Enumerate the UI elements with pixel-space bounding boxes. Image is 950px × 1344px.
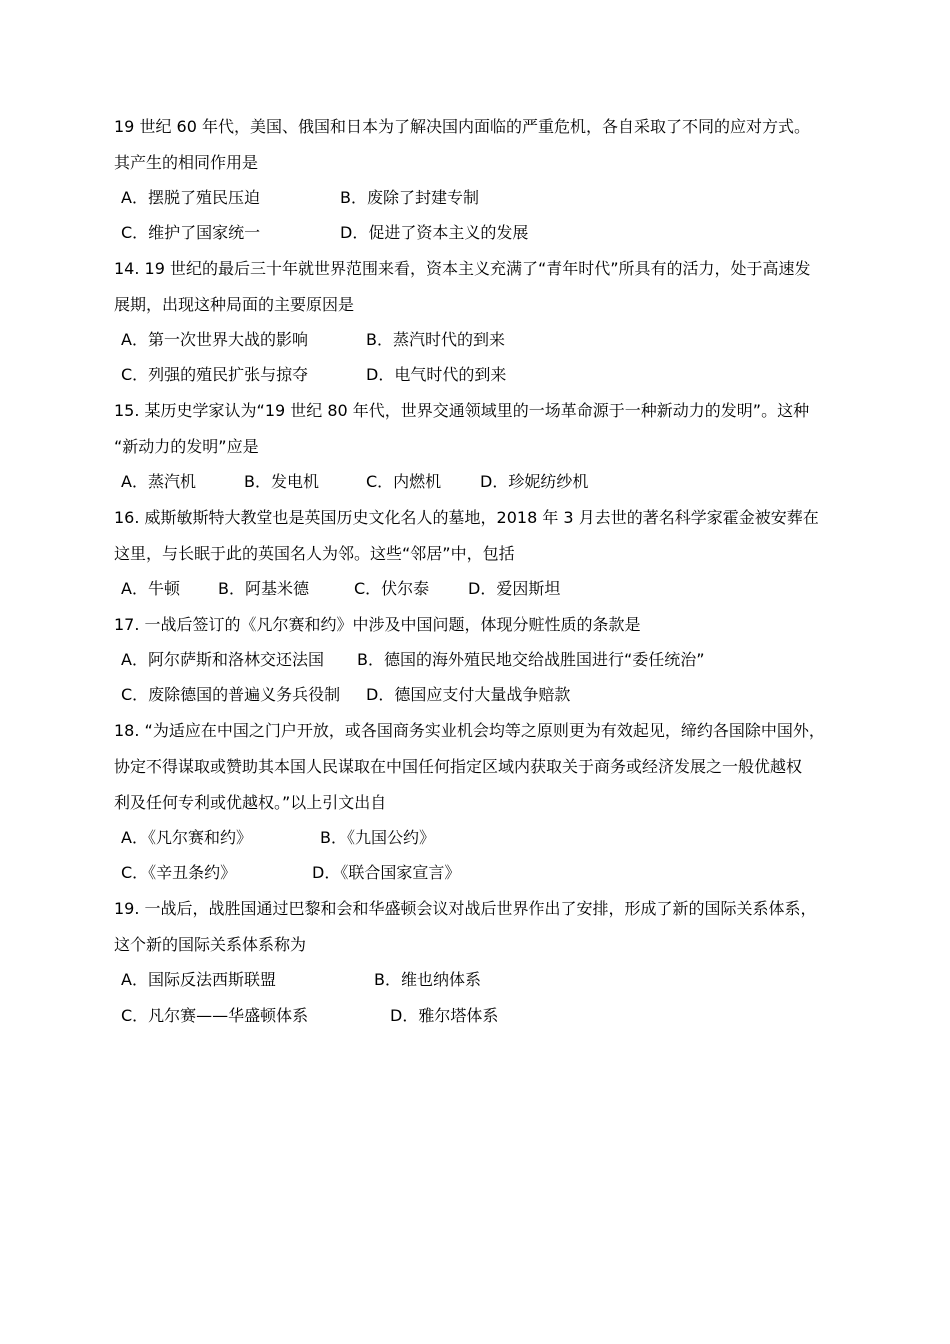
question-13-option-d: D．促进了资本主义的发展 bbox=[340, 223, 529, 242]
question-15-option-d: D．珍妮纺纱机 bbox=[480, 472, 589, 491]
question-15-option-a: A．蒸汽机 bbox=[121, 472, 196, 491]
question-17-option-d: D．德国应支付大量战争赔款 bbox=[366, 685, 571, 704]
question-15-line-2: “新动力的发明”应是 bbox=[114, 437, 259, 456]
question-14-option-b: B．蒸汽时代的到来 bbox=[366, 330, 505, 349]
question-19-option-d: D．雅尔塔体系 bbox=[390, 1006, 499, 1025]
question-14-option-c: C．列强的殖民扩张与掠夺 bbox=[121, 365, 309, 384]
question-18-option-d: D．《联合国家宣言》 bbox=[312, 863, 461, 882]
question-13-option-c: C．维护了国家统一 bbox=[121, 223, 261, 242]
question-16-line-2: 这里，与长眠于此的英国名人为邻。这些“邻居”中，包括 bbox=[114, 544, 515, 563]
question-19-line-2: 这个新的国际关系体系称为 bbox=[114, 935, 307, 954]
question-14-line-2: 展期，出现这种局面的主要原因是 bbox=[114, 295, 355, 314]
question-17-line-1: 17. 一战后签订的《凡尔赛和约》中涉及中国问题，体现分赃性质的条款是 bbox=[114, 615, 641, 634]
question-15-option-c: C．内燃机 bbox=[366, 472, 442, 491]
question-13-option-a: A．摆脱了殖民压迫 bbox=[121, 188, 260, 207]
question-17-option-c: C．废除德国的普遍义务兵役制 bbox=[121, 685, 341, 704]
question-14-line-1: 14. 19 世纪的最后三十年就世界范围来看，资本主义充满了“青年时代”所具有的活力，处于高速发 bbox=[114, 259, 811, 278]
question-18-line-2: 协定不得谋取或赞助其本国人民谋取在中国任何指定区域内获取关于商务或经济发展之一般优越权 bbox=[114, 757, 803, 776]
question-17-option-a: A．阿尔萨斯和洛林交还法国 bbox=[121, 650, 324, 669]
question-16-option-d: D．爱因斯坦 bbox=[468, 579, 561, 598]
question-17-option-b: B．德国的海外殖民地交给战胜国进行“委任统治” bbox=[357, 650, 705, 669]
question-19-option-c: C．凡尔赛——华盛顿体系 bbox=[121, 1006, 309, 1025]
question-18-line-1: 18. “为适应在中国之门户开放，或各国商务实业机会均等之原则更为有效起见，缔约各国除中国外， bbox=[114, 721, 825, 740]
question-14-option-d: D．电气时代的到来 bbox=[366, 365, 507, 384]
question-13-line-1: 19 世纪 60 年代，美国、俄国和日本为了解决国内面临的严重危机，各自采取了不同的应对方式。 bbox=[114, 117, 810, 136]
question-18-option-c: C．《辛丑条约》 bbox=[121, 863, 237, 882]
question-13-line-2: 其产生的相同作用是 bbox=[114, 153, 259, 172]
question-16-line-1: 16. 威斯敏斯特大教堂也是英国历史文化名人的墓地，2018 年 3 月去世的著名科学家霍金被安葬在 bbox=[114, 508, 819, 527]
question-16-option-a: A．牛顿 bbox=[121, 579, 180, 598]
question-15-line-1: 15. 某历史学家认为“19 世纪 80 年代，世界交通领域里的一场革命源于一种新动力的发明”。这种 bbox=[114, 401, 810, 420]
question-19-option-a: A．国际反法西斯联盟 bbox=[121, 970, 276, 989]
question-16-option-c: C．伏尔泰 bbox=[354, 579, 430, 598]
question-19-option-b: B．维也纳体系 bbox=[374, 970, 481, 989]
question-14-option-a: A．第一次世界大战的影响 bbox=[121, 330, 308, 349]
question-16-option-b: B．阿基米德 bbox=[218, 579, 309, 598]
question-19-line-1: 19. 一战后，战胜国通过巴黎和会和华盛顿会议对战后世界作出了安排，形成了新的国际关系体系， bbox=[114, 899, 817, 918]
question-18-option-a: A．《凡尔赛和约》 bbox=[121, 828, 252, 847]
question-15-option-b: B．发电机 bbox=[244, 472, 319, 491]
question-18-option-b: B．《九国公约》 bbox=[320, 828, 435, 847]
question-18-line-3: 利及任何专利或优越权。”以上引文出自 bbox=[114, 793, 387, 812]
question-13-option-b: B．废除了封建专制 bbox=[340, 188, 479, 207]
